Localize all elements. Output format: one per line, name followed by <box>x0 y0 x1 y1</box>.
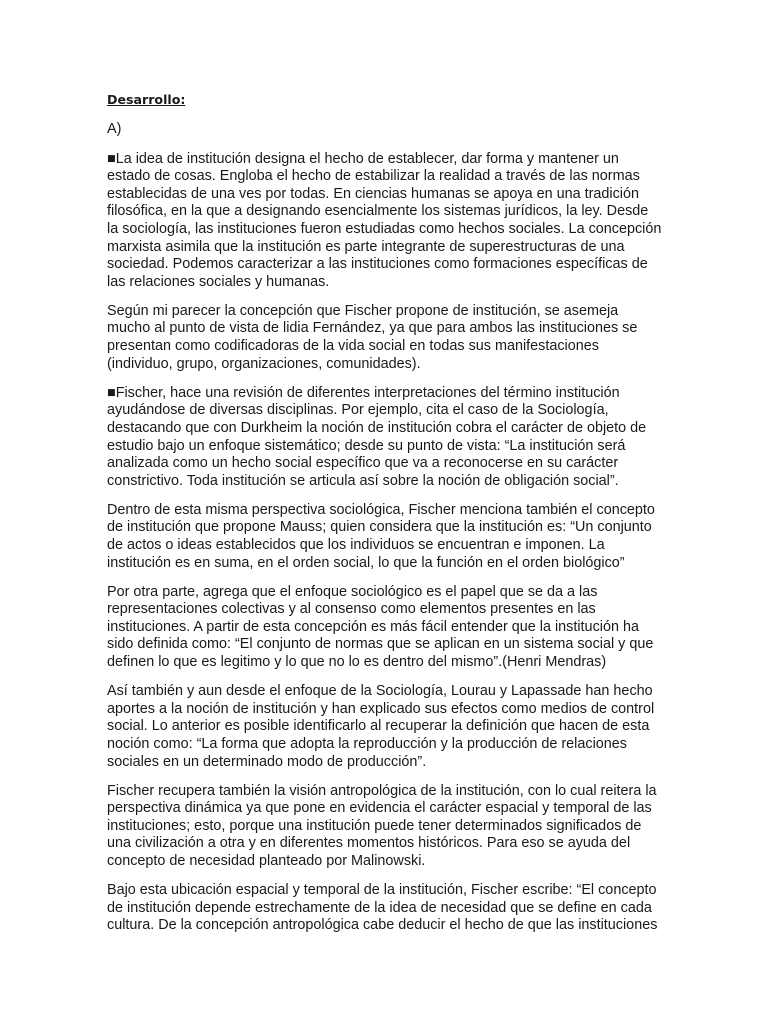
document-body <box>107 91 663 946</box>
paragraph-5: Por otra parte, agrega que el enfoque sociológico es el papel que se da a las representaciones colectivas y al consenso como elementos presentes en las instituciones. A partir de esta concepción es más fácil entender que la institución ha sido definida como: “El conjunto de normas que se aplican en un sistema social y que definen lo que es legitimo y lo que no lo es dentro del mismo”.(Henri Mendras) <box>107 583 654 671</box>
paragraph-1: ■La idea de institución designa el hecho de establecer, dar forma y mantener un estado de cosas. Engloba el hecho de estabilizar la realidad a través de las normas establecidas de una ves por todas. En ciencias humanas se apoya en una tradición filosófica, en la que a designando esencialmente los sistemas jurídicos, la ley. Desde la sociología, las instituciones fueron estudiadas como hechos sociales. La concepción marxista asimila que la institución es parte integrante de superestructuras de una sociedad. Podemos caracterizar a las instituciones como formaciones específicas de las relaciones sociales y humanas. <box>107 150 662 290</box>
paragraph-8: Bajo esta ubicación espacial y temporal de la institución, Fischer escribe: “El concepto de institución depende estrechamente de la idea de necesidad que se define en cada cultura. De la concepción antropológica cabe deducir el hecho de que las instituciones <box>107 882 658 934</box>
paragraph-7: Fischer recupera también la visión antropológica de la institución, con lo cual reitera la perspectiva dinámica ya que pone en evidencia el carácter espacial y temporal de las instituciones; esto, porque una institución puede tener determinados significados de una civilización a otra y en diferentes momentos históricos. Para eso se ayuda del concepto de necesidad planteado por Malinowski. <box>107 782 657 869</box>
paragraph-2: Según mi parecer la concepción que Fischer propone de institución, se asemeja mucho al punto de vista de lidia Fernández, ya que para ambos las instituciones se presentan como codificadoras de la vida social en todas sus manifestaciones (individuo, grupo, organizaciones, comunidades). <box>107 302 638 372</box>
paragraph-3: ■Fischer, hace una revisión de diferentes interpretaciones del término institución ayudándose de diversas disciplinas. Por ejemplo, cita el caso de la Sociología, destacando que con Durkheim la noción de institución cobra el carácter de objeto de estudio bajo un enfoque sistemático; desde su punto de vista: “La institución será analizada como un hecho social específico que va a reconocerse en su carácter constrictivo. Toda institución se articula así sobre la noción de obligación social”. <box>107 384 647 489</box>
section-heading: Desarrollo: <box>107 92 186 107</box>
paragraph-6: Así también y aun desde el enfoque de la Sociología, Lourau y Lapassade han hecho aportes a la noción de institución y han explicado sus efectos como medios de control social. Lo anterior es posible identificarlo al recuperar la definición que hacen de esta noción como: “La forma que adopta la reproducción y la producción de relaciones sociales en un determinado modo de producción”. <box>107 683 655 770</box>
section-label: A) <box>107 121 122 137</box>
paragraph-4: Dentro de esta misma perspectiva sociológica, Fischer menciona también el concepto de institución que propone Mauss; quien considera que la institución es: “Un conjunto de actos o ideas establecidos que los individuos se encuentran e imponen. La institución es en suma, en el orden social, lo que la función en el orden biológico” <box>107 501 655 571</box>
